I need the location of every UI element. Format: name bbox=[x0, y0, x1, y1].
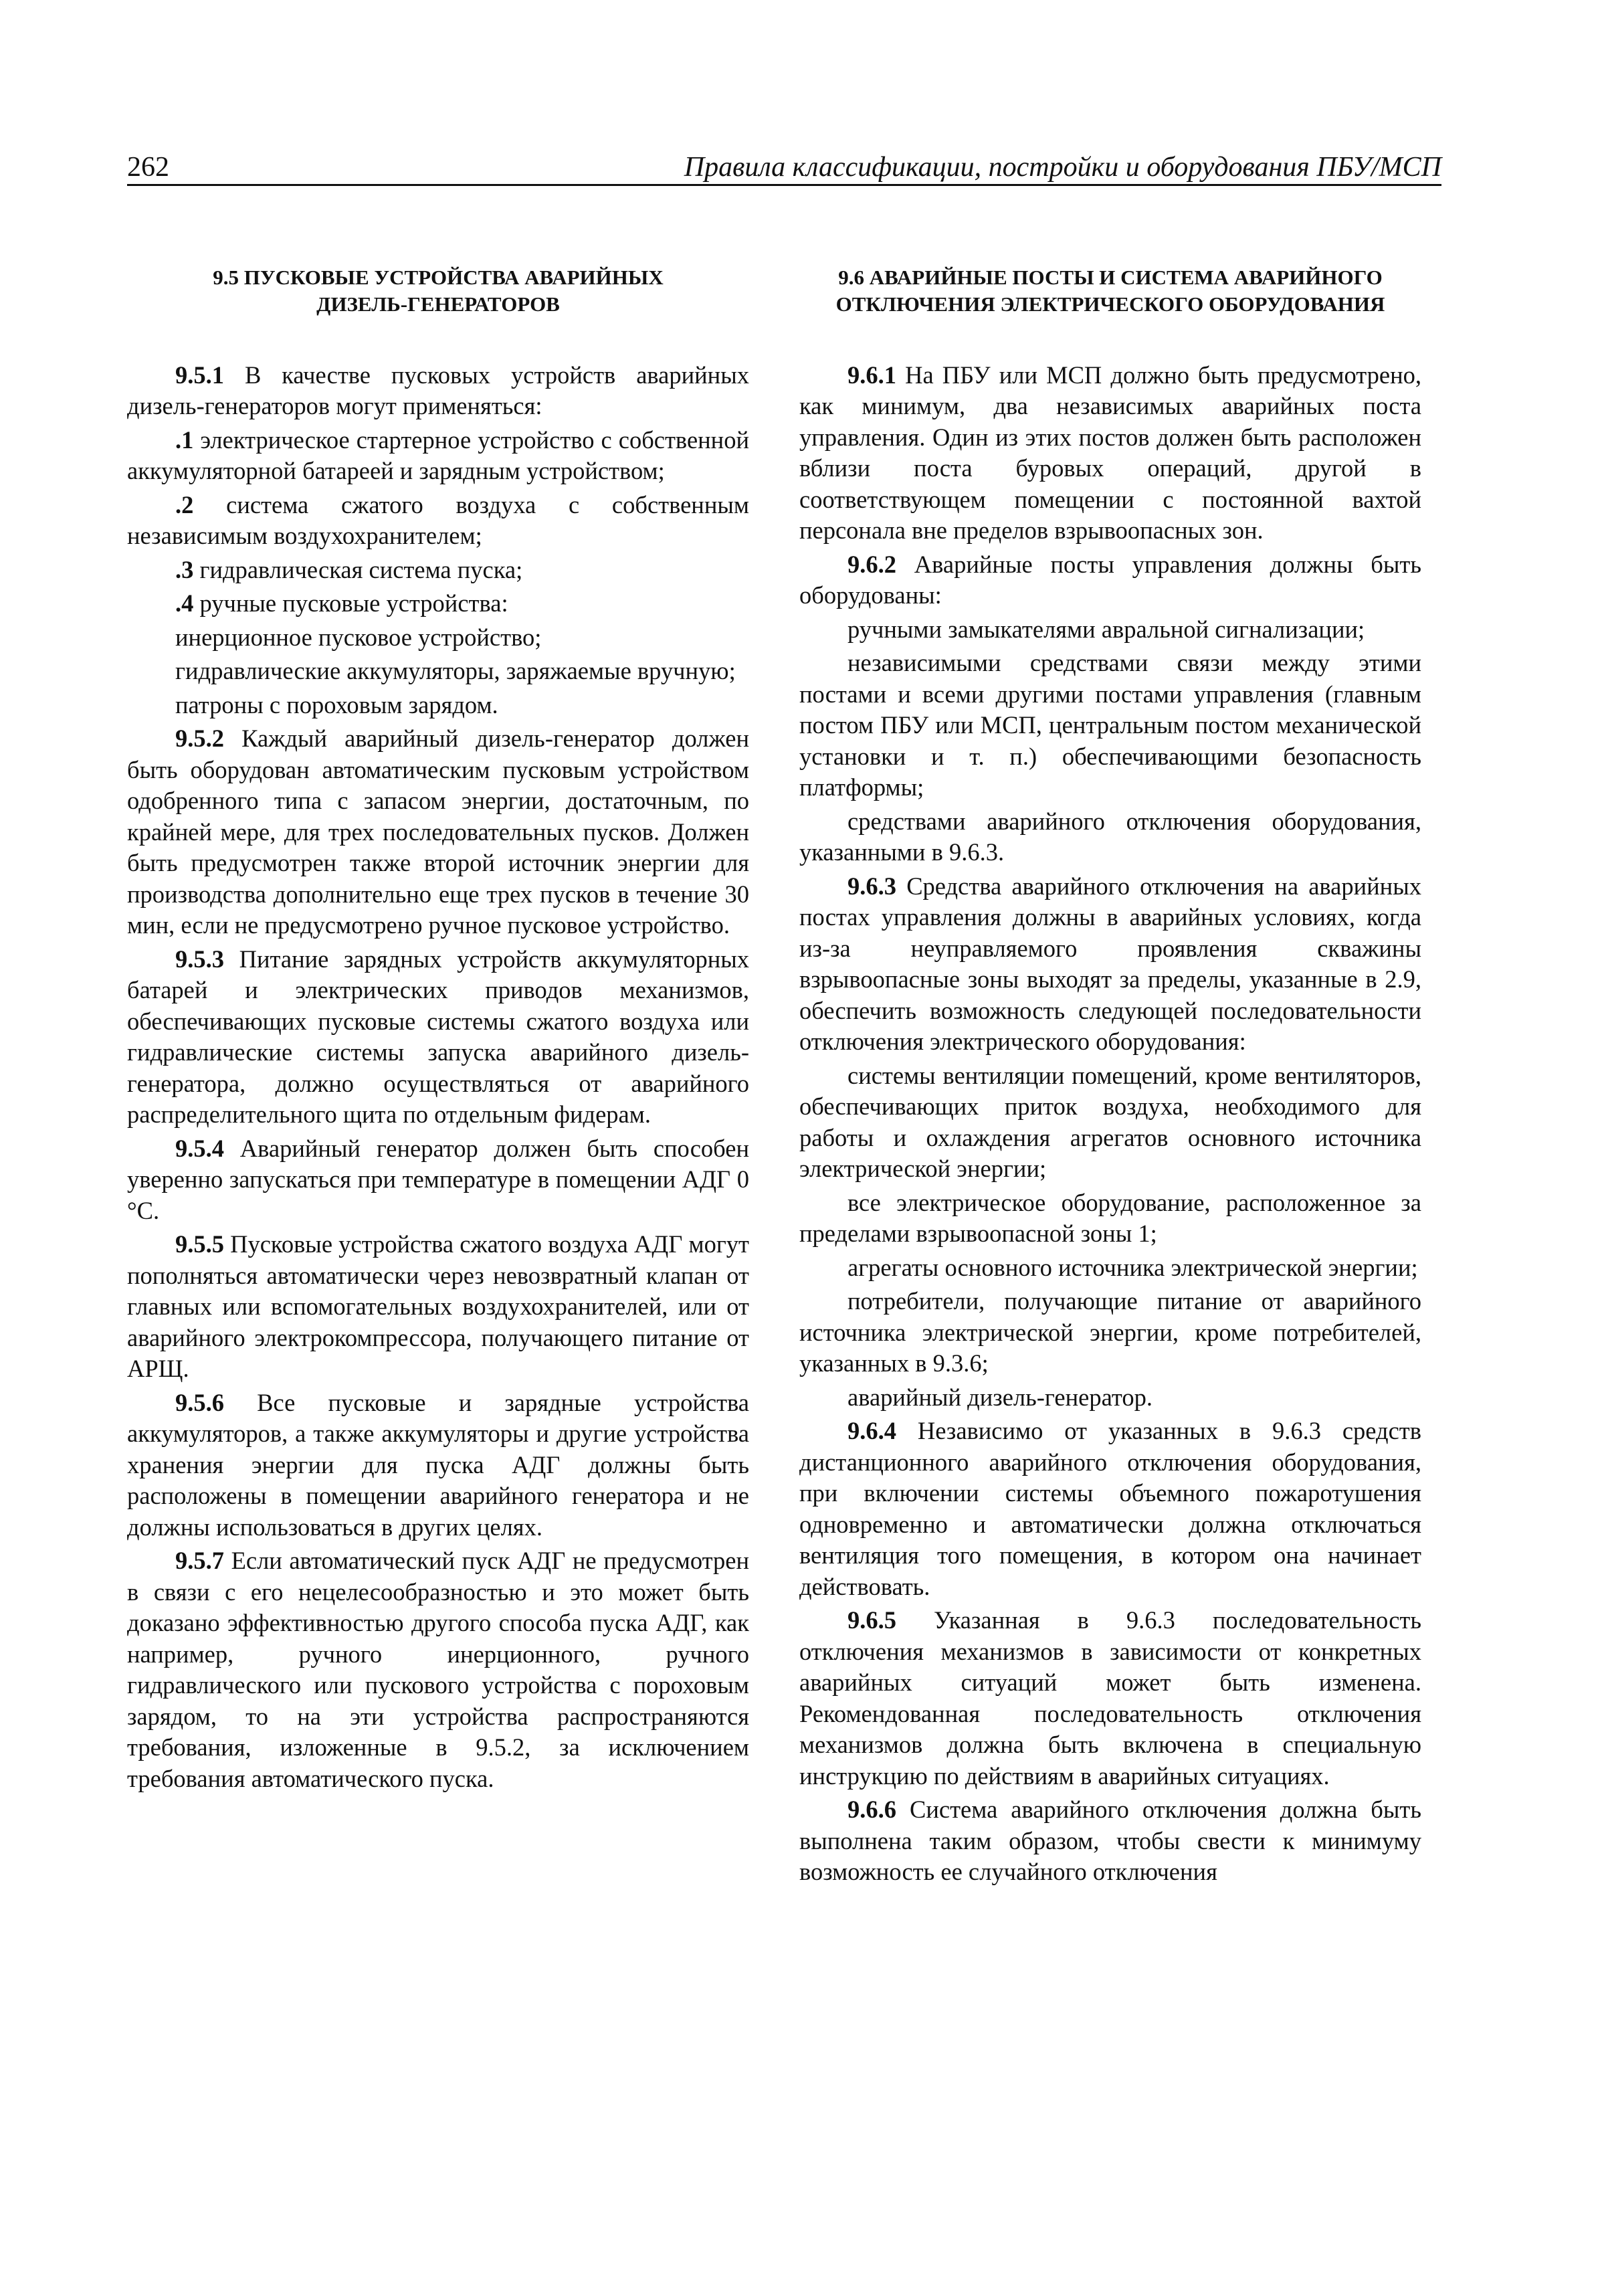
paragraph bbox=[799, 871, 1421, 1058]
paragraph bbox=[127, 1388, 749, 1543]
paragraph-text: Аварийные посты управления должны быть оборудованы: bbox=[799, 550, 1421, 609]
paragraph-text: Питание зарядных устройств аккумуляторных батарей и электрических приводов механизмов, обеспечивающих пусковые системы сжатого воздуха или гидравлические системы запуска аварийного дизель-генератора, должно осуществляться от аварийного распределительного щита по отдельным фидерам. bbox=[127, 945, 749, 1129]
clause-number: .2 bbox=[175, 490, 194, 518]
paragraph-text: Указанная в 9.6.3 последовательность отключения механизмов в зависимости от конкретных аварийных ситуаций может быть изменена. Рекомендованная последовательность отключения механизмов должна быть включена в специальную инструкцию по действиям в аварийных ситуациях. bbox=[799, 1606, 1421, 1790]
paragraph-text: Если автоматический пуск АДГ не предусмотрен в связи с его нецелесообразностью и это может быть доказано эффективностью другого способа пуска АДГ, как например, ручного инерционного, ручного гидравлического или пускового устройства с пороховым зарядом, то на эти устройства распространяются требования, изложенные в 9.5.2, за исключением требования автоматического пуска. bbox=[127, 1547, 749, 1792]
paragraph-text: системы вентиляции помещений, кроме вентиляторов, обеспечивающих приток воздуха, необходимого для работы и охлаждения агрегатов основного источника электрической энергии; bbox=[799, 1061, 1421, 1183]
paragraph bbox=[799, 806, 1421, 868]
section-title-9-5 bbox=[127, 264, 749, 318]
paragraph bbox=[127, 656, 749, 687]
section-title-line: 9.6 АВАРИЙНЫЕ ПОСТЫ И СИСТЕМА АВАРИЙНОГО bbox=[838, 266, 1383, 289]
paragraph-text: На ПБУ или МСП должно быть предусмотрено, как минимум, два независимых аварийных поста управления. Один из этих постов должен быть расположен вблизи поста буровых операций, другой в соответствующем помещении с постоянной вахтой персонала вне пределов взрывоопасных зон. bbox=[799, 361, 1421, 545]
clause-number: 9.5.4 bbox=[175, 1134, 224, 1162]
section-title-line: ДИЗЕЛЬ-ГЕНЕРАТОРОВ bbox=[316, 292, 560, 316]
paragraph bbox=[799, 360, 1421, 547]
paragraph-text: В качестве пусковых устройств аварийных дизель-генераторов могут применяться: bbox=[127, 361, 749, 420]
paragraph-text: Средства аварийного отключения на аварийных постах управления должны в аварийных условиях, когда из-за неуправляемого проявления скважины взрывоопасные зоны выходят за пределы, указанные в 2.9, обеспечить возможность следующей последовательности отключения электрического оборудования: bbox=[799, 872, 1421, 1056]
clause-number: 9.5.3 bbox=[175, 945, 224, 973]
paragraph bbox=[127, 1133, 749, 1227]
paragraph-text: Система аварийного отключения должна быть выполнена таким образом, чтобы свести к минимуму возможность ее случайного отключения bbox=[799, 1796, 1421, 1886]
paragraph bbox=[799, 614, 1421, 646]
clause-number: 9.5.5 bbox=[175, 1230, 224, 1258]
paragraph bbox=[799, 549, 1421, 611]
left-column bbox=[127, 264, 749, 1797]
paragraph bbox=[799, 648, 1421, 803]
paragraph-text: ручные пусковые устройства: bbox=[193, 589, 508, 617]
paragraph bbox=[127, 588, 749, 619]
paragraph-text: Аварийный генератор должен быть способен уверенно запускаться при температуре в помещении АДГ 0 °С. bbox=[127, 1134, 749, 1224]
clause-number: .1 bbox=[175, 425, 194, 454]
clause-number: .3 bbox=[175, 555, 194, 583]
clause-number: 9.5.7 bbox=[175, 1547, 224, 1575]
clause-number: 9.5.1 bbox=[175, 361, 224, 389]
paragraph-text: Каждый аварийный дизель-генератор должен быть оборудован автоматическим пусковым устройством одобренного типа с запасом энергии, достаточным, по крайней мере, для трех последовательных пусков. Должен быть предусмотрен также второй источник энергии для производства дополнительно еще трех пусков в течение 30 мин, если не предусмотрено ручное пусковое устройство. bbox=[127, 725, 749, 939]
clause-number: 9.6.4 bbox=[847, 1417, 896, 1445]
paragraph bbox=[799, 1060, 1421, 1185]
clause-number: 9.6.2 bbox=[847, 550, 896, 578]
paragraph-text: Независимо от указанных в 9.6.3 средств дистанционного аварийного отключения оборудования, при включении системы объемного пожаротушения одновременно и автоматически должна отключаться вентиляция того помещения, в котором она начинает действовать. bbox=[799, 1417, 1421, 1600]
paragraph-text: электрическое стартерное устройство с собственной аккумуляторной батареей и зарядным устройством; bbox=[127, 425, 749, 485]
section-title-line: ОТКЛЮЧЕНИЯ ЭЛЕКТРИЧЕСКОГО ОБОРУДОВАНИЯ bbox=[835, 292, 1385, 316]
paragraph bbox=[799, 1605, 1421, 1792]
right-column bbox=[799, 264, 1421, 1891]
clause-number: 9.6.3 bbox=[847, 872, 896, 900]
paragraph-text: гидравлическая система пуска; bbox=[193, 555, 523, 583]
paragraph-text: система сжатого воздуха с собственным независимым воздухохранителем; bbox=[127, 490, 749, 550]
paragraph bbox=[799, 1416, 1421, 1602]
clause-number: 9.5.2 bbox=[175, 725, 224, 753]
paragraph-text: Все пусковые и зарядные устройства аккумуляторов, а также аккумуляторы и другие устройства хранения энергии для пуска АДГ должны быть расположены в помещении аварийного генератора и не должны использоваться в других целях. bbox=[127, 1388, 749, 1541]
paragraph bbox=[799, 1794, 1421, 1888]
section-title-line: 9.5 ПУСКОВЫЕ УСТРОЙСТВА АВАРИЙНЫХ bbox=[213, 266, 664, 289]
paragraph-text: гидравлические аккумуляторы, заряжаемые вручную; bbox=[175, 657, 736, 685]
paragraph-text: потребители, получающие питание от аварийного источника электрической энергии, кроме потребителей, указанных в 9.3.6; bbox=[799, 1287, 1421, 1377]
section-title-9-6 bbox=[799, 264, 1421, 318]
paragraph bbox=[127, 360, 749, 422]
paragraph bbox=[799, 1187, 1421, 1250]
paragraph bbox=[127, 555, 749, 586]
paragraph bbox=[127, 622, 749, 654]
page-header bbox=[127, 137, 1441, 186]
paragraph-text: средствами аварийного отключения оборудования, указанными в 9.6.3. bbox=[799, 807, 1421, 866]
paragraph-text: независимыми средствами связи между этими постами и всеми другими постами управления (главным постом ПБУ или МСП, центральным постом механической установки и т. п.) обеспечивающими безопасность платформы; bbox=[799, 649, 1421, 801]
clause-number: 9.5.6 bbox=[175, 1388, 224, 1416]
paragraph-text: патроны с пороховым зарядом. bbox=[175, 690, 498, 719]
paragraph bbox=[799, 1382, 1421, 1414]
paragraph bbox=[127, 1545, 749, 1794]
clause-number: .4 bbox=[175, 589, 194, 617]
paragraph bbox=[127, 944, 749, 1131]
paragraph-text: ручными замыкателями авральной сигнализации; bbox=[847, 615, 1365, 643]
paragraph-text: агрегаты основного источника электрической энергии; bbox=[847, 1253, 1418, 1281]
clause-number: 9.6.1 bbox=[847, 361, 896, 389]
running-title: Правила классификации, постройки и оборудования ПБУ/МСП bbox=[684, 152, 1441, 183]
paragraph bbox=[799, 1252, 1421, 1284]
page-number: 262 bbox=[127, 152, 169, 183]
right-paragraphs bbox=[799, 360, 1421, 1888]
paragraph bbox=[127, 425, 749, 487]
clause-number: 9.6.5 bbox=[847, 1606, 896, 1634]
paragraph bbox=[127, 690, 749, 721]
paragraph bbox=[127, 490, 749, 552]
paragraph-text: аварийный дизель-генератор. bbox=[847, 1383, 1153, 1411]
paragraph bbox=[127, 723, 749, 941]
paragraph bbox=[127, 1229, 749, 1385]
left-paragraphs bbox=[127, 360, 749, 1795]
paragraph-text: Пусковые устройства сжатого воздуха АДГ могут пополняться автоматически через невозвратный клапан от главных или вспомогательных воздухохранителей, или от аварийного электрокомпрессора, получающего питание от АРЩ. bbox=[127, 1230, 749, 1383]
clause-number: 9.6.6 bbox=[847, 1796, 896, 1824]
paragraph-text: инерционное пусковое устройство; bbox=[175, 623, 542, 651]
paragraph bbox=[799, 1286, 1421, 1379]
paragraph-text: все электрическое оборудование, расположенное за пределами взрывоопасной зоны 1; bbox=[799, 1188, 1421, 1248]
